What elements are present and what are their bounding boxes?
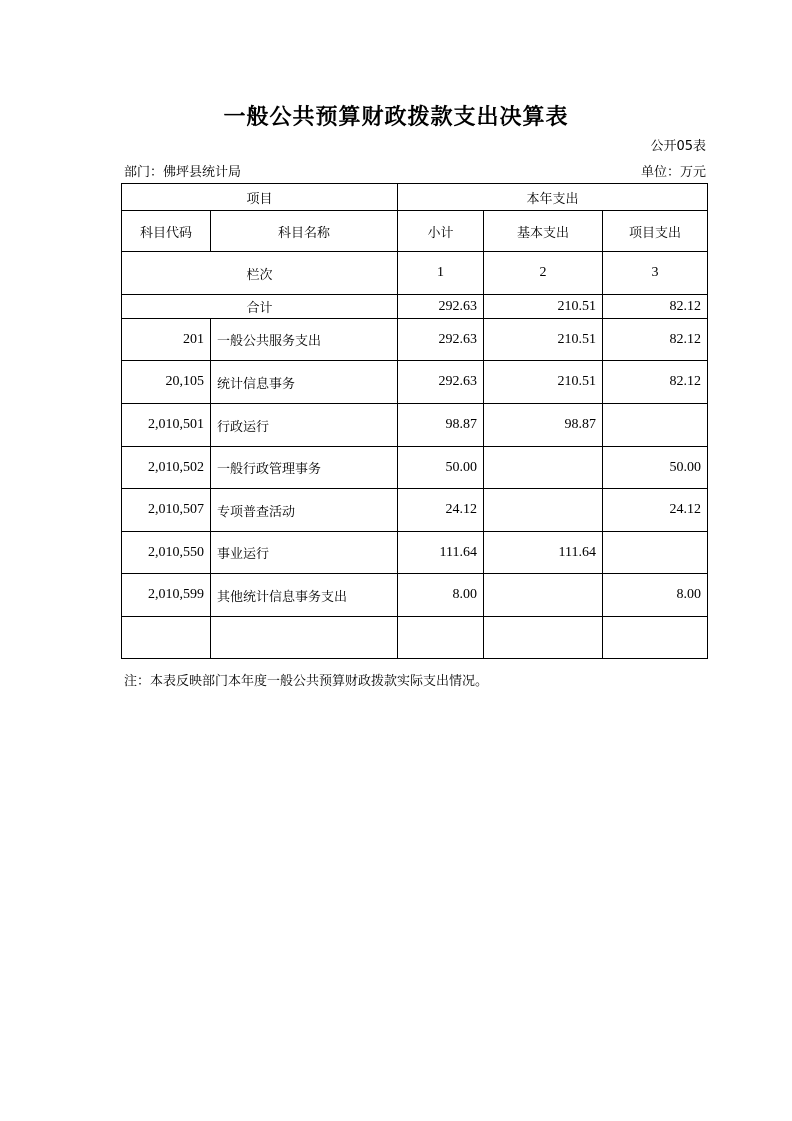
row-item: 8.00 (603, 574, 708, 617)
total-item: 82.12 (603, 295, 708, 319)
table-row (122, 532, 708, 574)
total-row (122, 295, 708, 319)
row-item: 82.12 (603, 361, 708, 404)
row-name: 行政运行 (211, 404, 398, 447)
row-code: 2,010,501 (122, 404, 211, 447)
row-name: 统计信息事务 (211, 361, 398, 404)
header-basic: 基本支出 (484, 211, 603, 252)
footnote: 注：本表反映部门本年度一般公共预算财政拨款实际支出情况。 (124, 674, 489, 689)
total-basic: 210.51 (484, 295, 603, 319)
row-item (603, 617, 708, 659)
row-basic: 210.51 (484, 319, 603, 361)
table-row (122, 574, 708, 617)
row-name: 事业运行 (211, 532, 398, 574)
row-subtotal: 24.12 (398, 489, 484, 532)
row-subtotal: 292.63 (398, 361, 484, 404)
row-name: 其他统计信息事务支出 (211, 574, 398, 617)
row-subtotal: 50.00 (398, 447, 484, 489)
row-subtotal (398, 617, 484, 659)
column-index-3: 3 (603, 252, 708, 295)
table-row (122, 447, 708, 489)
unit-label: 单位：万元 (640, 165, 706, 180)
row-item: 82.12 (603, 319, 708, 361)
row-code: 20,105 (122, 361, 211, 404)
row-code: 2,010,507 (122, 489, 211, 532)
header-item: 项目支出 (603, 211, 708, 252)
report-title: 一般公共预算财政拨款支出决算表 (223, 105, 569, 130)
row-subtotal: 98.87 (398, 404, 484, 447)
row-basic: 210.51 (484, 361, 603, 404)
row-item: 50.00 (603, 447, 708, 489)
row-item (603, 532, 708, 574)
row-item: 24.12 (603, 489, 708, 532)
table-row (122, 361, 708, 404)
row-name: 专项普查活动 (211, 489, 398, 532)
row-basic (484, 489, 603, 532)
row-code: 2,010,502 (122, 447, 211, 489)
department-label: 部门：佛坪县统计局 (124, 165, 242, 180)
row-code (122, 617, 211, 659)
row-item (603, 404, 708, 447)
row-basic (484, 617, 603, 659)
row-subtotal: 111.64 (398, 532, 484, 574)
total-subtotal: 292.63 (398, 295, 484, 319)
table-row-empty (122, 617, 708, 659)
total-label: 合计 (122, 295, 398, 319)
row-code: 2,010,550 (122, 532, 211, 574)
header-name: 科目名称 (211, 211, 398, 252)
header-code: 科目代码 (122, 211, 211, 252)
column-order-label: 栏次 (122, 252, 398, 295)
header-project: 项目 (122, 184, 398, 211)
column-order-row (122, 252, 708, 295)
column-index-1: 1 (398, 252, 484, 295)
row-basic (484, 574, 603, 617)
table-row (122, 489, 708, 532)
column-index-2: 2 (484, 252, 603, 295)
row-subtotal: 292.63 (398, 319, 484, 361)
table-row (122, 404, 708, 447)
header-subtotal: 小计 (398, 211, 484, 252)
form-number: 公开05表 (650, 139, 706, 154)
row-code: 201 (122, 319, 211, 361)
row-basic (484, 447, 603, 489)
row-name (211, 617, 398, 659)
row-name: 一般公共服务支出 (211, 319, 398, 361)
header-row-group (122, 184, 708, 211)
expenditure-table (121, 183, 708, 659)
header-current-year: 本年支出 (398, 184, 708, 211)
header-row-columns (122, 211, 708, 252)
row-code: 2,010,599 (122, 574, 211, 617)
row-basic: 111.64 (484, 532, 603, 574)
row-name: 一般行政管理事务 (211, 447, 398, 489)
table-row (122, 319, 708, 361)
row-subtotal: 8.00 (398, 574, 484, 617)
row-basic: 98.87 (484, 404, 603, 447)
